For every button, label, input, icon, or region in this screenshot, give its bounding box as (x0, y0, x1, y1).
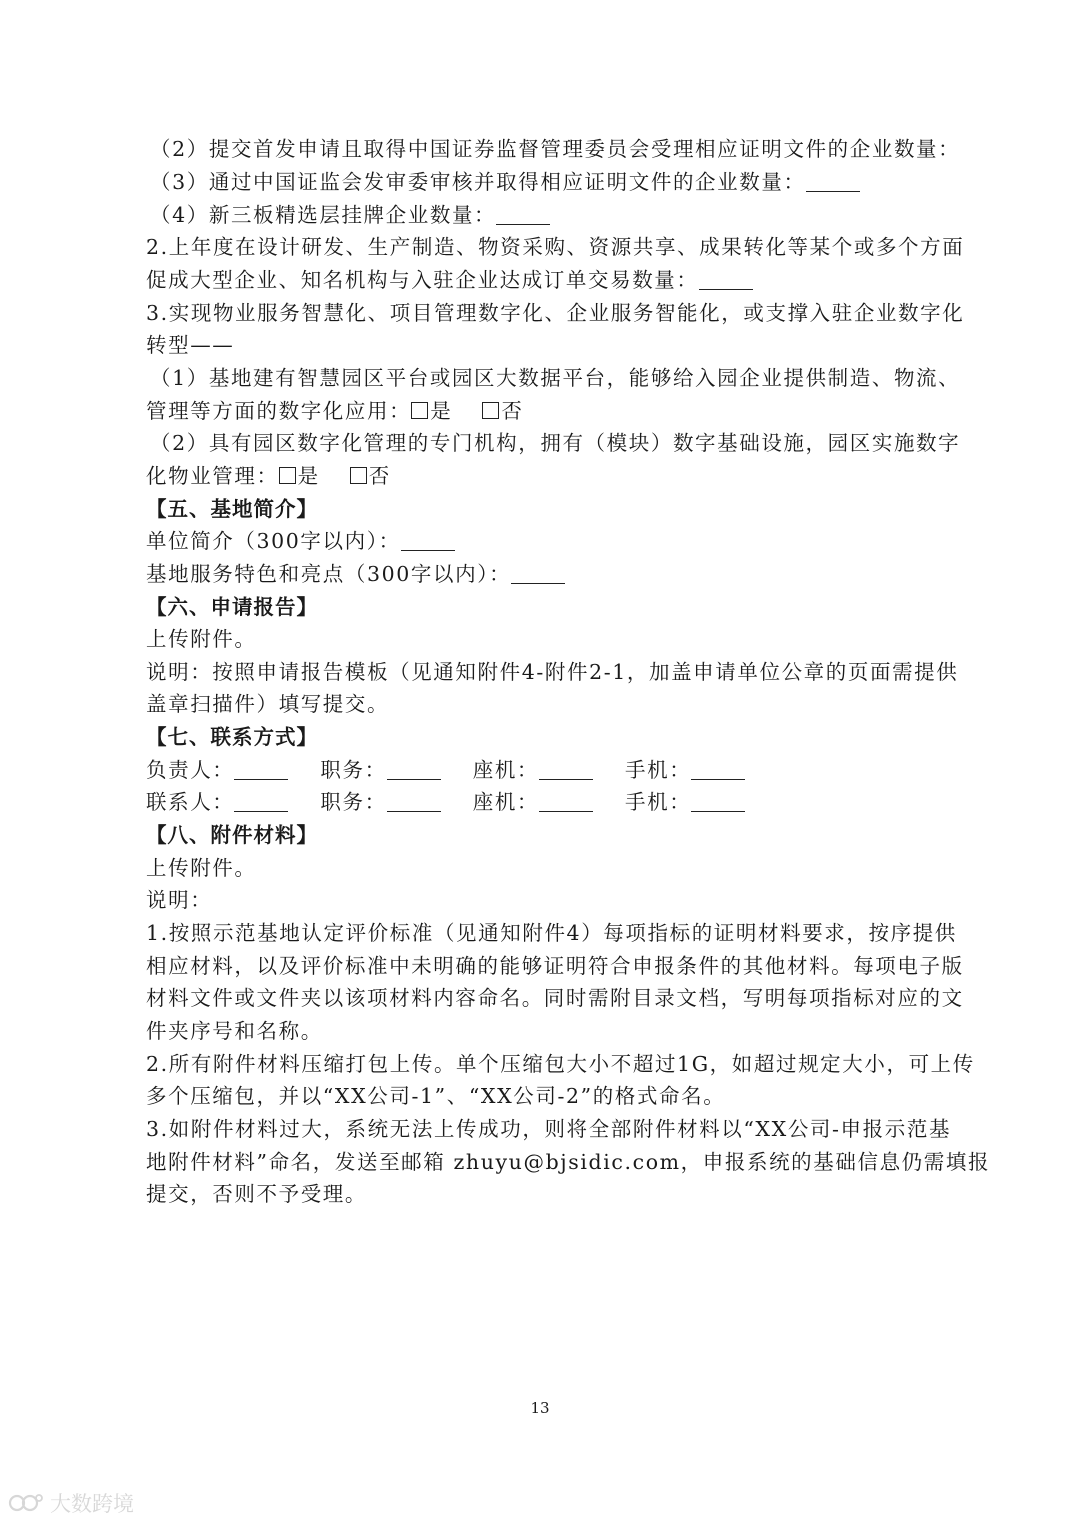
text-line: 提交，否则不予受理。 (146, 1182, 367, 1206)
contact-row-leader: 负责人： 职务： 座机： 手机： (146, 754, 946, 786)
fill-blank (511, 563, 565, 584)
text-line: 3.实现物业服务智慧化、项目管理数字化、企业服务智能化，或支撑入驻企业数字化 (146, 301, 965, 325)
text-line: 2.所有附件材料压缩打包上传。单个压缩包大小不超过1G，如超过规定大小，可上传 (146, 1052, 975, 1076)
text-line: 件夹序号和名称。 (146, 1019, 323, 1043)
text-line: （2）具有园区数字化管理的专门机构，拥有（模块）数字基础设施，园区实施数字 (150, 431, 961, 455)
checkbox-no[interactable] (350, 467, 367, 484)
text-line: 材料文件或文件夹以该项材料内容命名。同时需附目录文档，写明每项指标对应的文 (146, 986, 964, 1010)
text-line: 多个压缩包，并以“XX公司-1”、“XX公司-2”的格式命名。 (146, 1084, 726, 1108)
text-line: 基地服务特色和亮点（300字以内）： (146, 558, 946, 590)
text-line: 2.上年度在设计研发、生产制造、物资采购、资源共享、成果转化等某个或多个方面 (146, 235, 965, 259)
fill-blank (539, 759, 593, 780)
text-line: 说明：按照申请报告模板（见通知附件4-附件2-1，加盖申请单位公章的页面需提供 (146, 660, 959, 684)
checkbox-yes[interactable] (279, 467, 296, 484)
watermark-text: 大数跨境 (50, 1492, 134, 1516)
text-line: 上传附件。 (146, 856, 257, 880)
text-line: 3.如附件材料过大，系统无法上传成功，则将全部附件材料以“XX公司-申报示范基 (146, 1117, 952, 1141)
text-line: （1）基地建有智慧园区平台或园区大数据平台，能够给入园企业提供制造、物流、 (150, 366, 961, 390)
text-line: 促成大型企业、知名机构与入驻企业达成订单交易数量： (146, 264, 946, 296)
checkbox-yes[interactable] (411, 402, 428, 419)
text-line: 上传附件。 (146, 627, 257, 651)
fill-blank (387, 759, 441, 780)
fill-blank (539, 791, 593, 812)
text-line: 化物业管理： 是 否 (146, 464, 391, 488)
text-line: 管理等方面的数字化应用： 是 否 (146, 399, 524, 423)
fill-blank (234, 791, 288, 812)
text-line: （4）新三板精选层挂牌企业数量： (150, 199, 950, 231)
text-line: 地附件材料”命名，发送至邮箱 zhuyu@bjsidic.com，申报系统的基础信息仍需填报 (146, 1150, 991, 1174)
fill-blank (691, 759, 745, 780)
section-heading-8: 【八、附件材料】 (146, 823, 318, 847)
fill-blank (234, 759, 288, 780)
fill-blank (387, 791, 441, 812)
checkbox-no[interactable] (482, 402, 499, 419)
fill-blank (496, 204, 550, 225)
text-line: 说明： (146, 888, 213, 912)
fill-blank (806, 171, 860, 192)
fill-blank (699, 269, 753, 290)
text-line: 1.按照示范基地认定评价标准（见通知附件4）每项指标的证明材料要求，按序提供 (146, 921, 957, 945)
section-heading-5: 【五、基地简介】 (146, 497, 318, 521)
text-line: 盖章扫描件）填写提交。 (146, 692, 390, 716)
text-line: （3）通过中国证监会发审委审核并取得相应证明文件的企业数量： (150, 166, 950, 198)
fill-blank (691, 791, 745, 812)
watermark-logo-icon (8, 1492, 44, 1514)
text-line: 转型—— (146, 333, 235, 357)
page-number: 13 (530, 1399, 550, 1417)
contact-row-liaison: 联系人： 职务： 座机： 手机： (146, 786, 946, 818)
fill-blank (401, 530, 455, 551)
section-heading-7: 【七、联系方式】 (146, 725, 318, 749)
text-line: （2）提交首发申请且取得中国证券监督管理委员会受理相应证明文件的企业数量： (150, 137, 961, 161)
text-line: 单位简介（300字以内）： (146, 525, 946, 557)
text-line: 相应材料，以及评价标准中未明确的能够证明符合申报条件的其他材料。每项电子版 (146, 954, 964, 978)
watermark (8, 1488, 134, 1518)
section-heading-6: 【六、申请报告】 (146, 595, 318, 619)
